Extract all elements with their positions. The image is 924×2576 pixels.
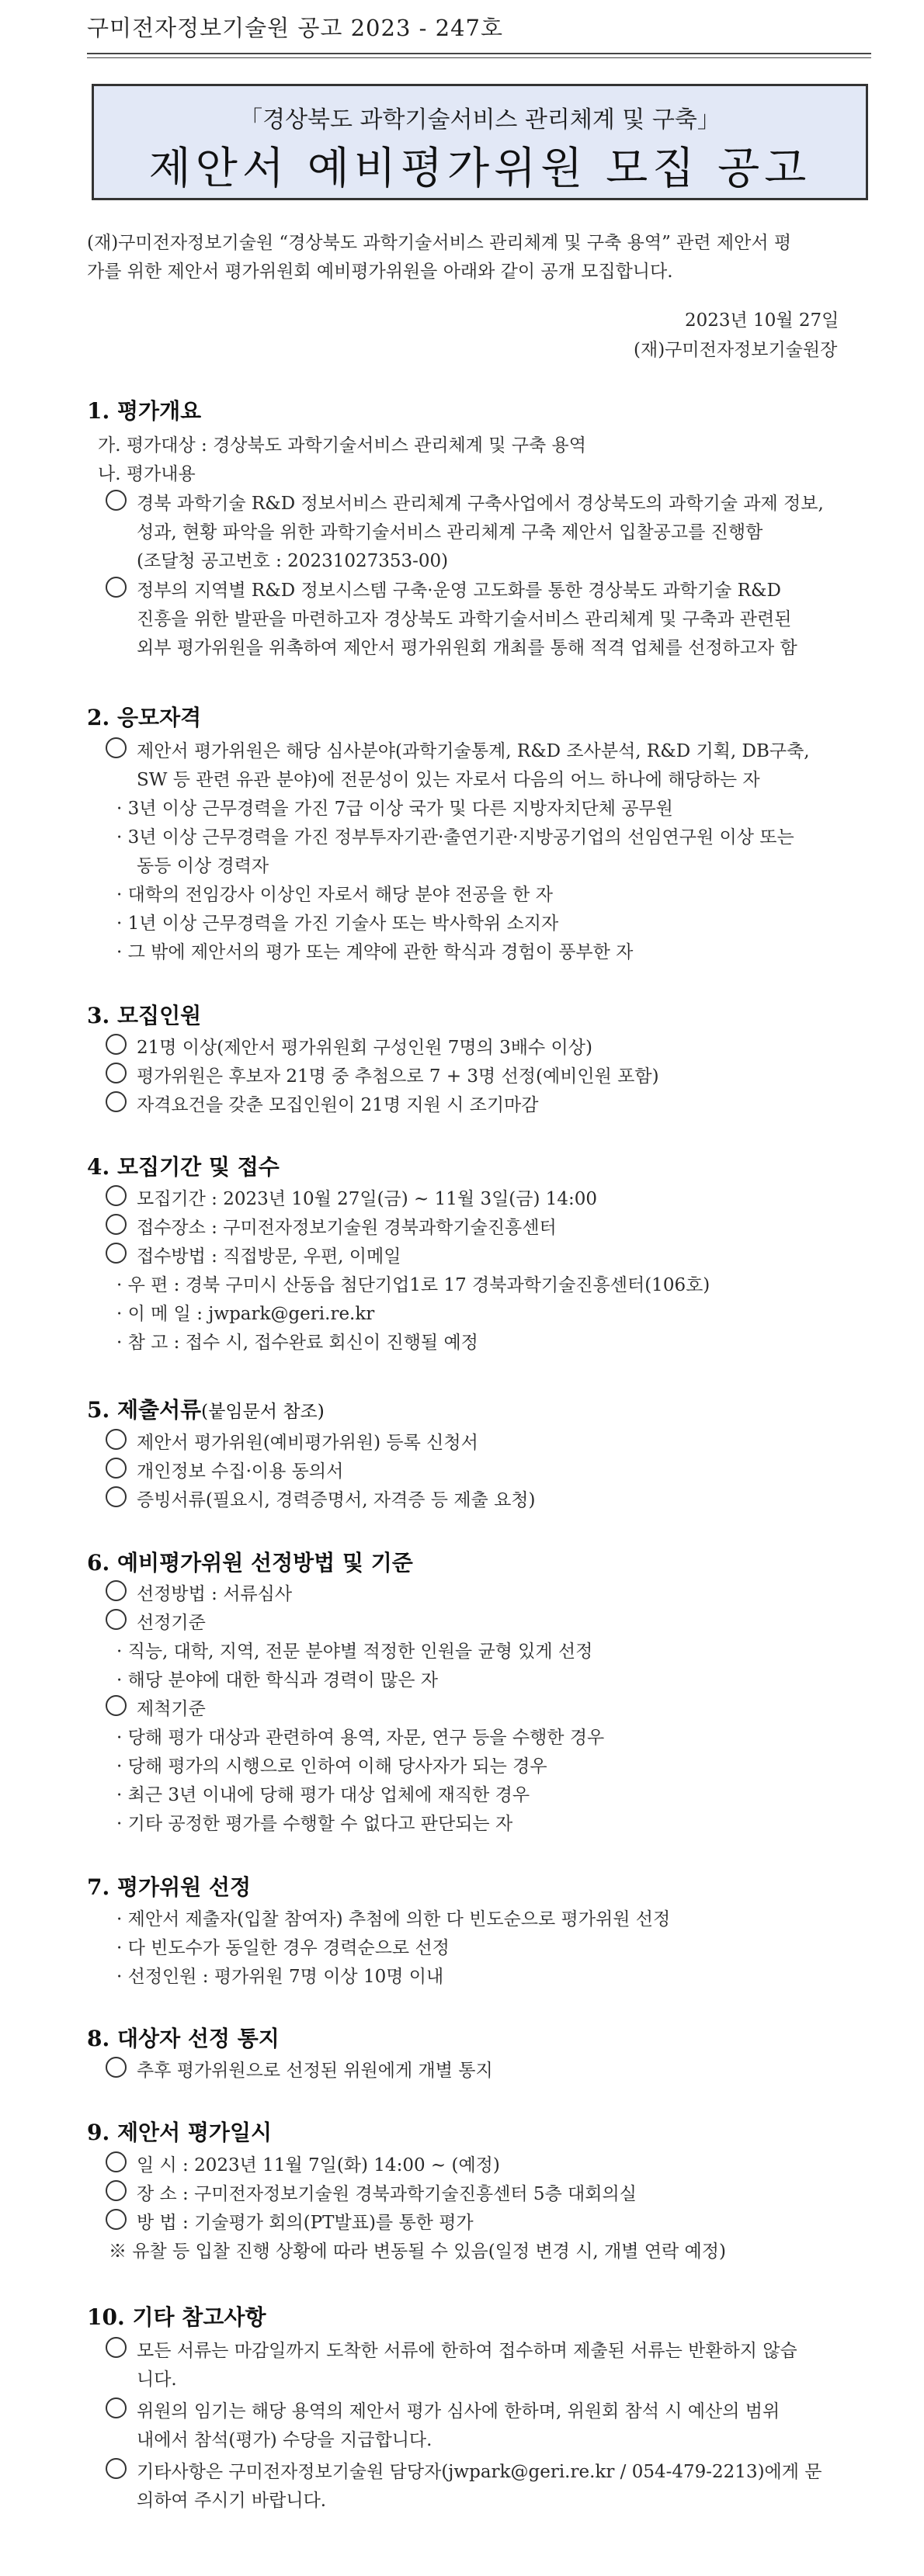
body-line: · 직능, 대학, 지역, 전문 분야별 적정한 인원을 균형 있게 선정	[116, 1642, 593, 1662]
body-line: 제안서 평가위원은 해당 심사분야(과학기술통계, R&D 조사분석, R&D 기획, DB구축,	[137, 741, 810, 761]
body-line: SW 등 관련 유관 분야)에 전문성이 있는 자로서 다음의 어느 하나에 해당하는 자	[137, 770, 760, 790]
bullet-circle	[106, 2397, 127, 2418]
body-line: 개인정보 수집·이용 동의서	[137, 1461, 344, 1482]
section-heading: 2. 응모자격	[87, 705, 202, 730]
body-line: 진흥을 위한 발판을 마련하고자 경상북도 과학기술서비스 관리체계 및 구축과 관련된	[137, 609, 792, 629]
body-line: 성과, 현황 파악을 위한 과학기술서비스 관리체계 구축 제안서 입찰공고를 진행함	[137, 522, 763, 543]
top-rule-thick	[87, 53, 871, 54]
body-line: 동등 이상 경력자	[137, 856, 269, 876]
body-line: 의하여 주시기 바랍니다.	[137, 2491, 327, 2511]
body-line: 경북 과학기술 R&D 정보서비스 관리체계 구축사업에서 경상북도의 과학기술 과제 정보,	[137, 494, 824, 514]
body-line: · 3년 이상 근무경력을 가진 7급 이상 국가 및 다른 지방자치단체 공무원	[116, 799, 673, 819]
notice-number: 구미전자정보기술원 공고 2023 - 247호	[87, 15, 503, 41]
body-line: · 기타 공정한 평가를 수행할 수 없다고 판단되는 자	[116, 1814, 513, 1834]
body-line: · 당해 평가 대상과 관련하여 용역, 자문, 연구 등을 수행한 경우	[116, 1728, 605, 1748]
body-line: 니다.	[137, 2370, 177, 2390]
bullet-circle	[106, 1609, 127, 1630]
body-line: 내에서 참석(평가) 수당을 지급합니다.	[137, 2430, 432, 2450]
section-heading: 4. 모집기간 및 접수	[87, 1154, 280, 1180]
body-line: 제척기준	[137, 1699, 206, 1719]
body-line: 21명 이상(제안서 평가위원회 구성인원 7명의 3배수 이상)	[137, 1038, 592, 1058]
note-line: ※ 유찰 등 입찰 진행 상황에 따라 변동될 수 있음(일정 변경 시, 개별 연락 예정)	[109, 2241, 726, 2262]
body-line: 선정기준	[137, 1613, 206, 1633]
body-line: 방 법 : 기술평가 회의(PT발표)를 통한 평가	[137, 2213, 474, 2233]
bullet-circle	[106, 1429, 127, 1450]
body-line: 위원의 임기는 해당 용역의 제안서 평가 심사에 한하며, 위원회 참석 시 예산의 범위	[137, 2401, 780, 2422]
announcement-title: 제안서 예비평가위원 모집 공고	[148, 144, 811, 194]
body-line: 모집기간 : 2023년 10월 27일(금) ~ 11월 3일(금) 14:00	[137, 1189, 598, 1209]
section-heading: 10. 기타 참고사항	[87, 2304, 266, 2330]
body-line: · 대학의 전임강사 이상인 자로서 해당 분야 전공을 한 자	[116, 885, 553, 905]
body-line: 평가위원은 후보자 21명 중 추첨으로 7 + 3명 선정(예비인원 포함)	[137, 1066, 659, 1087]
bullet-circle	[106, 1063, 127, 1083]
bullet-circle	[106, 1580, 127, 1601]
bullet-circle	[106, 1185, 127, 1206]
body-line: 나. 평가내용	[98, 464, 196, 484]
intro-line: (재)구미전자정보기술원 “경상북도 과학기술서비스 관리체계 및 구축 용역” 관련 제안서 평	[87, 233, 792, 253]
body-line: 증빙서류(필요시, 경력증명서, 자격증 등 제출 요청)	[137, 1490, 536, 1510]
bullet-circle	[106, 1034, 127, 1055]
bullet-circle	[106, 1243, 127, 1264]
email-line: · 이 메 일 : jwpark@geri.re.kr	[116, 1304, 375, 1324]
body-line: · 3년 이상 근무경력을 가진 정부투자기관·출연기관·지방공기업의 선임연구원 이상 또는	[116, 827, 794, 848]
body-line: 정부의 지역별 R&D 정보시스템 구축·운영 고도화를 통한 경상북도 과학기술 R&D	[137, 581, 781, 601]
body-line: 모든 서류는 마감일까지 도착한 서류에 한하여 접수하며 제출된 서류는 반환하지 않습	[137, 2341, 797, 2361]
bullet-circle	[106, 2458, 127, 2479]
intro-line: 가를 위한 제안서 평가위원회 예비평가위원을 아래와 같이 공개 모집합니다.	[87, 262, 673, 282]
body-line: · 최근 3년 이내에 당해 평가 대상 업체에 재직한 경우	[116, 1785, 530, 1805]
body-line: · 선정인원 : 평가위원 7명 이상 10명 이내	[116, 1967, 444, 1987]
issuing-organization: (재)구미전자정보기술원장	[634, 340, 838, 360]
section-heading-text: 5. 제출서류	[87, 1397, 202, 1423]
bullet-circle	[106, 490, 127, 511]
note-line: · 참 고 : 접수 시, 접수완료 회신이 진행될 예정	[116, 1333, 478, 1353]
body-line: · 1년 이상 근무경력을 가진 기술사 또는 박사학위 소지자	[116, 914, 559, 934]
section-heading-note: (붙임문서 참조)	[201, 1402, 325, 1422]
body-line: 선정방법 : 서류심사	[137, 1584, 293, 1604]
body-line: 접수방법 : 직접방문, 우편, 이메일	[137, 1246, 401, 1267]
body-line: 제안서 평가위원(예비평가위원) 등록 신청서	[137, 1433, 478, 1453]
bullet-circle	[106, 1486, 127, 1507]
section-heading: 8. 대상자 선정 통지	[87, 2026, 280, 2051]
body-line: · 해당 분야에 대한 학식과 경력이 많은 자	[116, 1670, 438, 1690]
body-line: 일 시 : 2023년 11월 7일(화) 14:00 ~ (예정)	[137, 2155, 500, 2176]
body-line: · 그 밖에 제안서의 평가 또는 계약에 관한 학식과 경험이 풍부한 자	[116, 942, 634, 962]
section-heading	[87, 1393, 325, 1424]
bullet-circle	[106, 2057, 127, 2078]
body-line: 기타사항은 구미전자정보기술원 담당자(jwpark@geri.re.kr / 054-479-2213)에게 문	[137, 2462, 822, 2482]
project-title: 「경상북도 과학기술서비스 관리체계 및 구축」	[239, 106, 721, 133]
bullet-circle	[106, 2151, 127, 2172]
bullet-circle	[106, 2337, 127, 2358]
body-line: 추후 평가위원으로 선정된 위원에게 개별 통지	[137, 2061, 493, 2081]
body-line: 장 소 : 구미전자정보기술원 경북과학기술진흥센터 5층 대회의실	[137, 2184, 637, 2204]
body-line: · 다 빈도수가 동일한 경우 경력순으로 선정	[116, 1938, 450, 1958]
body-line: · 제안서 제출자(입찰 참여자) 추첨에 의한 다 빈도순으로 평가위원 선정	[116, 1909, 671, 1929]
bullet-circle	[106, 1458, 127, 1479]
mail-address-line: · 우 편 : 경북 구미시 산동읍 첨단기업1로 17 경북과학기술진흥센터(106호)	[116, 1275, 710, 1295]
bullet-circle	[106, 1214, 127, 1235]
bullet-circle	[106, 577, 127, 598]
section-heading: 7. 평가위원 선정	[87, 1874, 252, 1900]
body-line: 자격요건을 갖춘 모집인원이 21명 지원 시 조기마감	[137, 1095, 539, 1115]
section-heading: 6. 예비평가위원 선정방법 및 기준	[87, 1550, 413, 1576]
section-heading: 3. 모집인원	[87, 1003, 202, 1028]
announcement-date: 2023년 10월 27일	[685, 310, 839, 331]
section-heading: 9. 제안서 평가일시	[87, 2120, 273, 2145]
bullet-circle	[106, 2180, 127, 2201]
body-line: 접수장소 : 구미전자정보기술원 경북과학기술진흥센터	[137, 1218, 557, 1238]
section-heading: 1. 평가개요	[87, 398, 202, 424]
body-line: 외부 평가위원을 위촉하여 제안서 평가위원회 개최를 통해 적격 업체를 선정하고자 함	[137, 638, 797, 658]
body-line: 가. 평가대상 : 경상북도 과학기술서비스 관리체계 및 구축 용역	[98, 435, 586, 456]
title-box	[92, 84, 868, 200]
bullet-circle	[106, 2209, 127, 2230]
top-rule-thin	[87, 57, 871, 58]
bullet-circle	[106, 1091, 127, 1112]
body-line: (조달청 공고번호 : 20231027353-00)	[137, 551, 449, 571]
bullet-circle	[106, 1695, 127, 1716]
bullet-circle	[106, 737, 127, 758]
body-line: · 당해 평가의 시행으로 인하여 이해 당사자가 되는 경우	[116, 1756, 547, 1777]
